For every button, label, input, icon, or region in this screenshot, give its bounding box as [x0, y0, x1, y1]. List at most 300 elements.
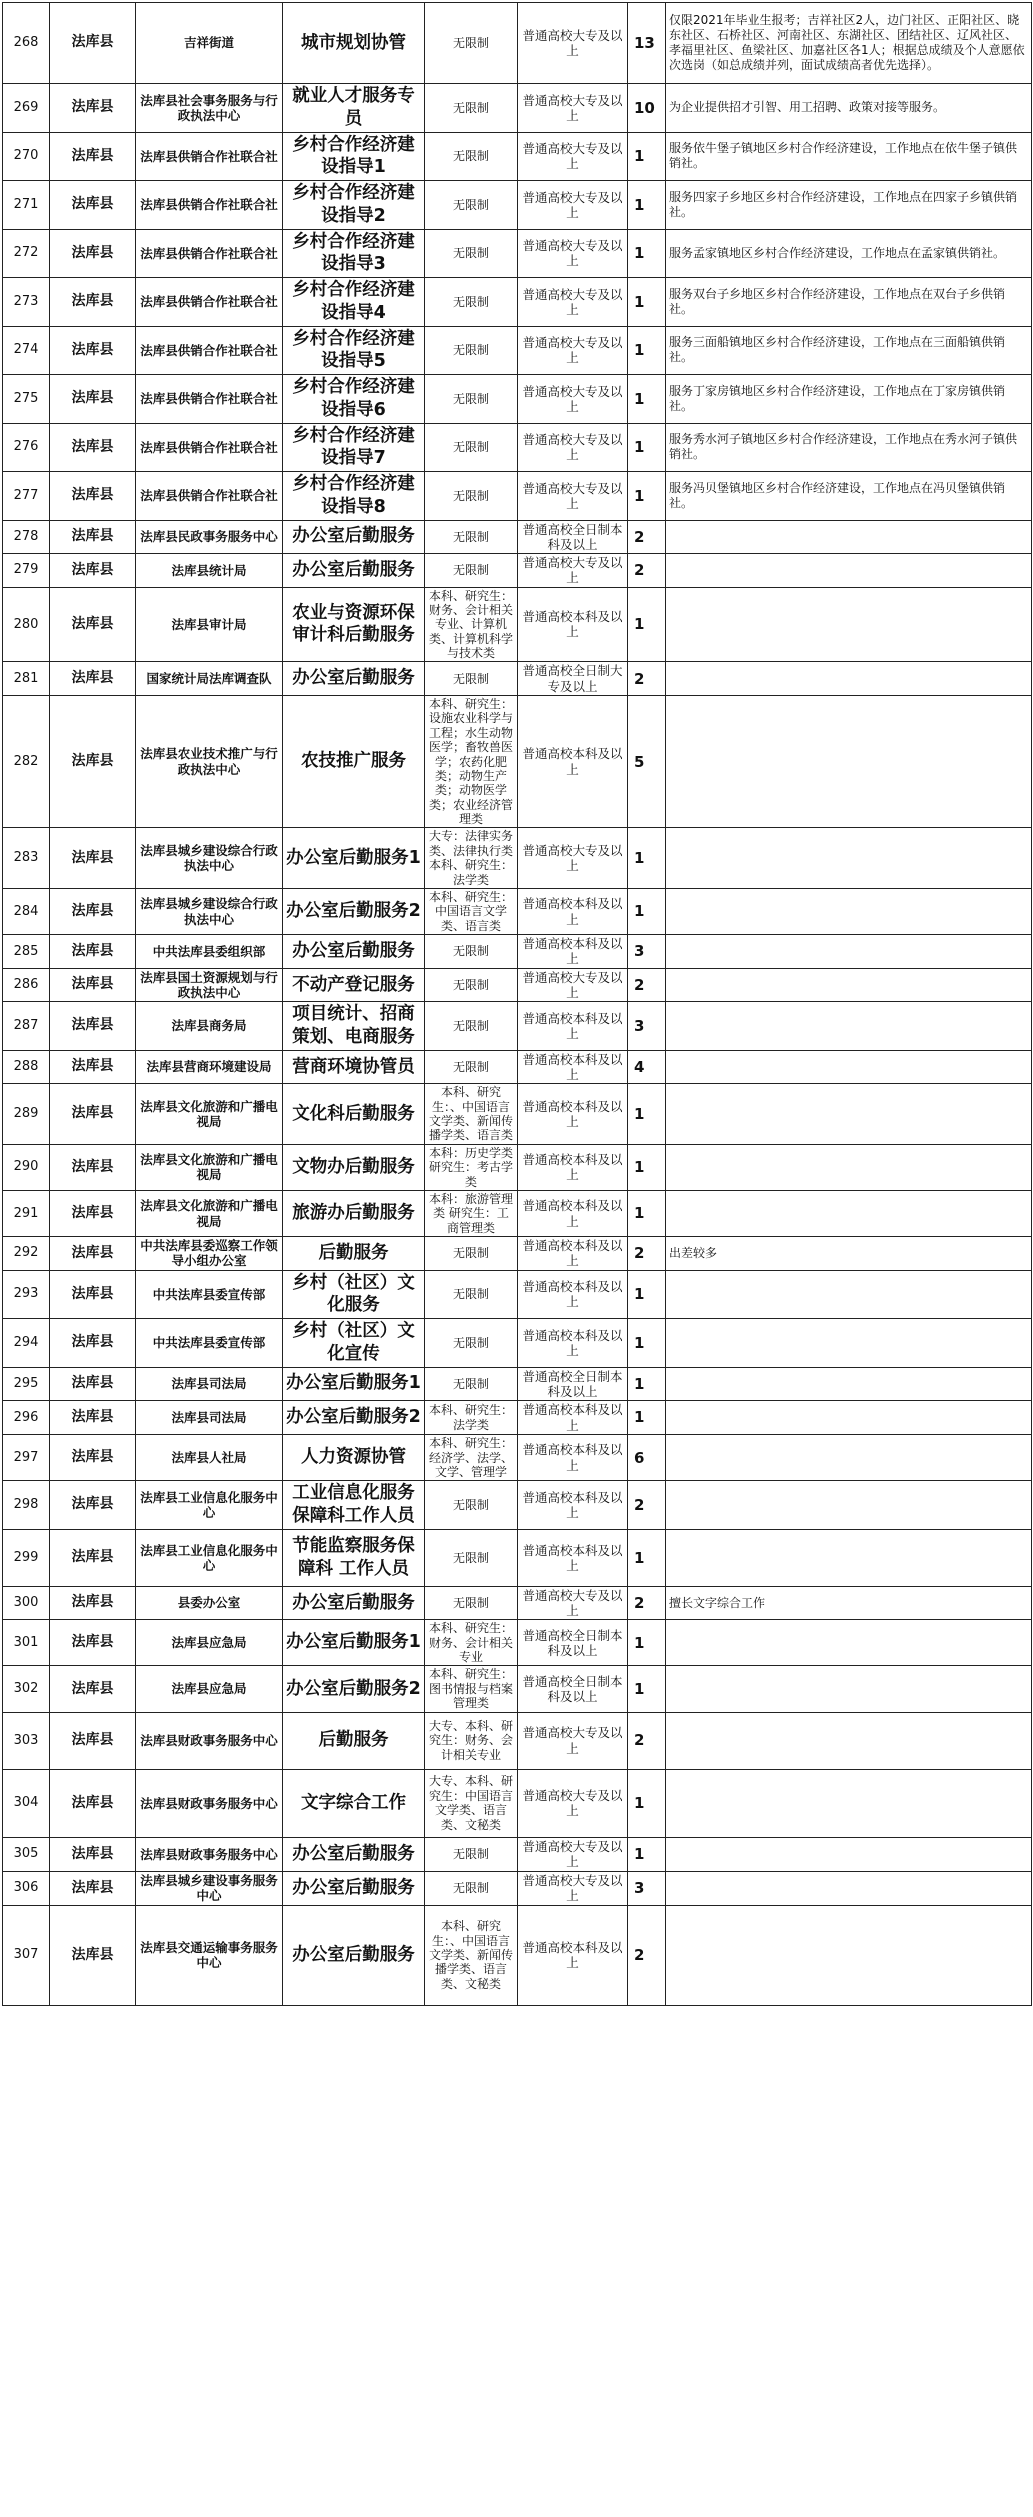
county-cell: 法库县 — [50, 1481, 136, 1530]
remarks-cell — [666, 828, 1032, 889]
county-cell: 法库县 — [50, 1905, 136, 2005]
remarks-cell — [666, 1144, 1032, 1190]
county-cell: 法库县 — [50, 1237, 136, 1271]
table-row — [3, 554, 1032, 588]
table-row — [3, 1435, 1032, 1481]
county-cell: 法库县 — [50, 1871, 136, 1905]
major-requirement-cell: 无限制 — [425, 1002, 518, 1051]
headcount-cell: 1 — [628, 1144, 666, 1190]
headcount-cell: 1 — [628, 1270, 666, 1319]
post-name-cell: 办公室后勤服务 — [283, 1586, 425, 1620]
unit-cell: 法库县供销合作社联合社 — [136, 181, 283, 230]
major-requirement-cell: 无限制 — [425, 375, 518, 424]
county-cell: 法库县 — [50, 132, 136, 181]
county-cell: 法库县 — [50, 326, 136, 375]
table-row — [3, 968, 1032, 1002]
post-name-cell: 后勤服务 — [283, 1237, 425, 1271]
county-cell: 法库县 — [50, 229, 136, 278]
table-body — [3, 3, 1032, 2006]
major-requirement-cell: 无限制 — [425, 1237, 518, 1271]
unit-cell: 法库县财政事务服务中心 — [136, 1837, 283, 1871]
major-requirement-cell: 无限制 — [425, 132, 518, 181]
major-requirement-cell: 无限制 — [425, 1319, 518, 1368]
table-row — [3, 1905, 1032, 2005]
unit-cell: 法库县统计局 — [136, 554, 283, 588]
unit-cell: 县委办公室 — [136, 1586, 283, 1620]
unit-cell: 法库县文化旅游和广播电视局 — [136, 1084, 283, 1145]
major-requirement-cell: 无限制 — [425, 662, 518, 696]
headcount-cell: 1 — [628, 132, 666, 181]
headcount-cell: 10 — [628, 84, 666, 133]
table-row — [3, 1084, 1032, 1145]
education-requirement-cell: 普通高校大专及以上 — [518, 181, 628, 230]
unit-cell: 法库县国土资源规划与行政执法中心 — [136, 968, 283, 1002]
headcount-cell: 4 — [628, 1050, 666, 1084]
unit-cell: 法库县文化旅游和广播电视局 — [136, 1190, 283, 1236]
table-row — [3, 587, 1032, 662]
remarks-cell — [666, 1435, 1032, 1481]
row-number: 296 — [3, 1401, 50, 1435]
remarks-cell — [666, 1871, 1032, 1905]
major-requirement-cell: 无限制 — [425, 84, 518, 133]
table-row — [3, 84, 1032, 133]
education-requirement-cell: 普通高校全日制本科及以上 — [518, 1666, 628, 1712]
unit-cell: 法库县文化旅游和广播电视局 — [136, 1144, 283, 1190]
county-cell: 法库县 — [50, 3, 136, 84]
major-requirement-cell: 无限制 — [425, 229, 518, 278]
headcount-cell: 1 — [628, 472, 666, 521]
education-requirement-cell: 普通高校本科及以上 — [518, 1050, 628, 1084]
headcount-cell: 1 — [628, 828, 666, 889]
headcount-cell: 2 — [628, 1905, 666, 2005]
county-cell: 法库县 — [50, 278, 136, 327]
remarks-cell — [666, 935, 1032, 969]
major-requirement-cell: 无限制 — [425, 1586, 518, 1620]
headcount-cell: 3 — [628, 1871, 666, 1905]
unit-cell: 中共法库县委宣传部 — [136, 1319, 283, 1368]
row-number: 284 — [3, 889, 50, 935]
row-number: 295 — [3, 1367, 50, 1401]
remarks-cell: 服务秀水河子镇地区乡村合作经济建设，工作地点在秀水河子镇供销社。 — [666, 423, 1032, 472]
remarks-cell — [666, 889, 1032, 935]
unit-cell: 法库县城乡建设综合行政执法中心 — [136, 889, 283, 935]
education-requirement-cell: 普通高校本科及以上 — [518, 1319, 628, 1368]
headcount-cell: 13 — [628, 3, 666, 84]
unit-cell: 法库县供销合作社联合社 — [136, 423, 283, 472]
major-requirement-cell: 无限制 — [425, 3, 518, 84]
county-cell: 法库县 — [50, 375, 136, 424]
headcount-cell: 3 — [628, 1002, 666, 1051]
post-name-cell: 营商环境协管员 — [283, 1050, 425, 1084]
major-requirement-cell: 无限制 — [425, 181, 518, 230]
county-cell: 法库县 — [50, 181, 136, 230]
row-number: 300 — [3, 1586, 50, 1620]
unit-cell: 法库县农业技术推广与行政执法中心 — [136, 695, 283, 828]
headcount-cell: 5 — [628, 695, 666, 828]
remarks-cell — [666, 968, 1032, 1002]
remarks-cell: 服务孟家镇地区乡村合作经济建设，工作地点在孟家镇供销社。 — [666, 229, 1032, 278]
remarks-cell — [666, 1270, 1032, 1319]
post-name-cell: 办公室后勤服务 — [283, 1905, 425, 2005]
county-cell: 法库县 — [50, 554, 136, 588]
headcount-cell: 1 — [628, 1837, 666, 1871]
row-number: 276 — [3, 423, 50, 472]
post-name-cell: 城市规划协管 — [283, 3, 425, 84]
post-name-cell: 乡村合作经济建设指导8 — [283, 472, 425, 521]
table-row — [3, 520, 1032, 554]
county-cell: 法库县 — [50, 1084, 136, 1145]
county-cell: 法库县 — [50, 1319, 136, 1368]
major-requirement-cell: 无限制 — [425, 520, 518, 554]
post-name-cell: 文物办后勤服务 — [283, 1144, 425, 1190]
major-requirement-cell: 本科、研究生：财务、会计相关专业 — [425, 1620, 518, 1666]
row-number: 269 — [3, 84, 50, 133]
education-requirement-cell: 普通高校本科及以上 — [518, 935, 628, 969]
row-number: 274 — [3, 326, 50, 375]
major-requirement-cell: 无限制 — [425, 1871, 518, 1905]
major-requirement-cell: 无限制 — [425, 1529, 518, 1586]
row-number: 283 — [3, 828, 50, 889]
headcount-cell: 1 — [628, 1769, 666, 1837]
unit-cell: 法库县供销合作社联合社 — [136, 326, 283, 375]
table-row — [3, 1002, 1032, 1051]
remarks-cell — [666, 1529, 1032, 1586]
unit-cell: 中共法库县委巡察工作领导小组办公室 — [136, 1237, 283, 1271]
row-number: 293 — [3, 1270, 50, 1319]
education-requirement-cell: 普通高校大专及以上 — [518, 1871, 628, 1905]
table-row — [3, 1319, 1032, 1368]
county-cell: 法库县 — [50, 1586, 136, 1620]
unit-cell: 法库县城乡建设事务服务中心 — [136, 1871, 283, 1905]
education-requirement-cell: 普通高校大专及以上 — [518, 229, 628, 278]
headcount-cell: 1 — [628, 278, 666, 327]
county-cell: 法库县 — [50, 1769, 136, 1837]
post-name-cell: 农技推广服务 — [283, 695, 425, 828]
education-requirement-cell: 普通高校全日制本科及以上 — [518, 1620, 628, 1666]
post-name-cell: 办公室后勤服务 — [283, 520, 425, 554]
row-number: 305 — [3, 1837, 50, 1871]
row-number: 275 — [3, 375, 50, 424]
row-number: 294 — [3, 1319, 50, 1368]
row-number: 292 — [3, 1237, 50, 1271]
headcount-cell: 1 — [628, 326, 666, 375]
remarks-cell — [666, 1769, 1032, 1837]
remarks-cell — [666, 1367, 1032, 1401]
unit-cell: 中共法库县委宣传部 — [136, 1270, 283, 1319]
unit-cell: 法库县民政事务服务中心 — [136, 520, 283, 554]
headcount-cell: 1 — [628, 1319, 666, 1368]
headcount-cell: 2 — [628, 968, 666, 1002]
county-cell: 法库县 — [50, 1144, 136, 1190]
major-requirement-cell: 大专：法律实务类、法律执行类 本科、研究生：法学类 — [425, 828, 518, 889]
remarks-cell: 服务四家子乡地区乡村合作经济建设，工作地点在四家子乡镇供销社。 — [666, 181, 1032, 230]
education-requirement-cell: 普通高校本科及以上 — [518, 1190, 628, 1236]
education-requirement-cell: 普通高校大专及以上 — [518, 1769, 628, 1837]
county-cell: 法库县 — [50, 472, 136, 521]
post-name-cell: 后勤服务 — [283, 1712, 425, 1769]
row-number: 301 — [3, 1620, 50, 1666]
headcount-cell: 1 — [628, 423, 666, 472]
major-requirement-cell: 本科、研究生：设施农业科学与工程；水生动物医学；畜牧兽医学；农药化肥类；动物生产类；动物医学类；农业经济管理类 — [425, 695, 518, 828]
county-cell: 法库县 — [50, 935, 136, 969]
post-name-cell: 旅游办后勤服务 — [283, 1190, 425, 1236]
education-requirement-cell: 普通高校大专及以上 — [518, 472, 628, 521]
headcount-cell: 1 — [628, 1190, 666, 1236]
unit-cell: 法库县供销合作社联合社 — [136, 229, 283, 278]
row-number: 291 — [3, 1190, 50, 1236]
row-number: 288 — [3, 1050, 50, 1084]
county-cell: 法库县 — [50, 1367, 136, 1401]
education-requirement-cell: 普通高校本科及以上 — [518, 1237, 628, 1271]
remarks-cell: 服务丁家房镇地区乡村合作经济建设，工作地点在丁家房镇供销社。 — [666, 375, 1032, 424]
post-name-cell: 办公室后勤服务1 — [283, 828, 425, 889]
headcount-cell: 1 — [628, 229, 666, 278]
table-row — [3, 375, 1032, 424]
education-requirement-cell: 普通高校大专及以上 — [518, 132, 628, 181]
post-name-cell: 办公室后勤服务2 — [283, 889, 425, 935]
row-number: 280 — [3, 587, 50, 662]
county-cell: 法库县 — [50, 520, 136, 554]
major-requirement-cell: 无限制 — [425, 472, 518, 521]
table-row — [3, 1367, 1032, 1401]
post-name-cell: 文化科后勤服务 — [283, 1084, 425, 1145]
unit-cell: 法库县财政事务服务中心 — [136, 1712, 283, 1769]
unit-cell: 吉祥街道 — [136, 3, 283, 84]
row-number: 286 — [3, 968, 50, 1002]
major-requirement-cell: 本科、研究生：经济学、法学、文学、管理学 — [425, 1435, 518, 1481]
post-name-cell: 节能监察服务保障科 工作人员 — [283, 1529, 425, 1586]
county-cell: 法库县 — [50, 1002, 136, 1051]
table-row — [3, 1190, 1032, 1236]
remarks-cell — [666, 554, 1032, 588]
headcount-cell: 1 — [628, 181, 666, 230]
post-name-cell: 乡村合作经济建设指导4 — [283, 278, 425, 327]
post-name-cell: 乡村合作经济建设指导6 — [283, 375, 425, 424]
headcount-cell: 1 — [628, 1620, 666, 1666]
row-number: 277 — [3, 472, 50, 521]
table-row — [3, 889, 1032, 935]
education-requirement-cell: 普通高校本科及以上 — [518, 889, 628, 935]
table-row — [3, 695, 1032, 828]
education-requirement-cell: 普通高校大专及以上 — [518, 278, 628, 327]
education-requirement-cell: 普通高校大专及以上 — [518, 326, 628, 375]
post-name-cell: 不动产登记服务 — [283, 968, 425, 1002]
headcount-cell: 2 — [628, 1237, 666, 1271]
education-requirement-cell: 普通高校大专及以上 — [518, 1586, 628, 1620]
major-requirement-cell: 无限制 — [425, 1270, 518, 1319]
headcount-cell: 1 — [628, 889, 666, 935]
row-number: 271 — [3, 181, 50, 230]
education-requirement-cell: 普通高校本科及以上 — [518, 1270, 628, 1319]
county-cell: 法库县 — [50, 1401, 136, 1435]
county-cell: 法库县 — [50, 1270, 136, 1319]
education-requirement-cell: 普通高校本科及以上 — [518, 1401, 628, 1435]
table-row — [3, 1769, 1032, 1837]
county-cell: 法库县 — [50, 695, 136, 828]
post-name-cell: 办公室后勤服务1 — [283, 1367, 425, 1401]
major-requirement-cell: 本科、研究生：财务、会计相关专业、计算机类、计算机科学与技术类 — [425, 587, 518, 662]
education-requirement-cell: 普通高校本科及以上 — [518, 1481, 628, 1530]
headcount-cell: 1 — [628, 1401, 666, 1435]
education-requirement-cell: 普通高校大专及以上 — [518, 423, 628, 472]
major-requirement-cell: 无限制 — [425, 1367, 518, 1401]
unit-cell: 法库县营商环境建设局 — [136, 1050, 283, 1084]
education-requirement-cell: 普通高校大专及以上 — [518, 828, 628, 889]
table-row — [3, 828, 1032, 889]
remarks-cell — [666, 1666, 1032, 1712]
table-row — [3, 326, 1032, 375]
headcount-cell: 1 — [628, 1666, 666, 1712]
table-row — [3, 1871, 1032, 1905]
table-row — [3, 1237, 1032, 1271]
unit-cell: 法库县城乡建设综合行政执法中心 — [136, 828, 283, 889]
row-number: 289 — [3, 1084, 50, 1145]
post-name-cell: 乡村合作经济建设指导7 — [283, 423, 425, 472]
remarks-cell: 擅长文字综合工作 — [666, 1586, 1032, 1620]
table-row — [3, 1144, 1032, 1190]
remarks-cell — [666, 695, 1032, 828]
row-number: 279 — [3, 554, 50, 588]
major-requirement-cell: 无限制 — [425, 935, 518, 969]
education-requirement-cell: 普通高校本科及以上 — [518, 1002, 628, 1051]
post-name-cell: 办公室后勤服务 — [283, 554, 425, 588]
table-row — [3, 1712, 1032, 1769]
education-requirement-cell: 普通高校大专及以上 — [518, 84, 628, 133]
row-number: 270 — [3, 132, 50, 181]
headcount-cell: 2 — [628, 1712, 666, 1769]
row-number: 273 — [3, 278, 50, 327]
remarks-cell: 服务依牛堡子镇地区乡村合作经济建设，工作地点在依牛堡子镇供销社。 — [666, 132, 1032, 181]
major-requirement-cell: 无限制 — [425, 968, 518, 1002]
table-row — [3, 3, 1032, 84]
major-requirement-cell: 本科、研究生：图书情报与档案管理类 — [425, 1666, 518, 1712]
unit-cell: 法库县工业信息化服务中心 — [136, 1481, 283, 1530]
post-name-cell: 办公室后勤服务2 — [283, 1401, 425, 1435]
table-row — [3, 1050, 1032, 1084]
headcount-cell: 2 — [628, 520, 666, 554]
remarks-cell — [666, 1837, 1032, 1871]
county-cell: 法库县 — [50, 1529, 136, 1586]
county-cell: 法库县 — [50, 968, 136, 1002]
remarks-cell: 为企业提供招才引智、用工招聘、政策对接等服务。 — [666, 84, 1032, 133]
row-number: 285 — [3, 935, 50, 969]
headcount-cell: 2 — [628, 1586, 666, 1620]
education-requirement-cell: 普通高校大专及以上 — [518, 554, 628, 588]
county-cell: 法库县 — [50, 828, 136, 889]
remarks-cell — [666, 1050, 1032, 1084]
county-cell: 法库县 — [50, 1050, 136, 1084]
row-number: 268 — [3, 3, 50, 84]
post-name-cell: 工业信息化服务保障科工作人员 — [283, 1481, 425, 1530]
education-requirement-cell: 普通高校本科及以上 — [518, 1144, 628, 1190]
education-requirement-cell: 普通高校本科及以上 — [518, 587, 628, 662]
unit-cell: 法库县供销合作社联合社 — [136, 375, 283, 424]
unit-cell: 法库县人社局 — [136, 1435, 283, 1481]
table-row — [3, 1666, 1032, 1712]
post-name-cell: 办公室后勤服务 — [283, 1871, 425, 1905]
unit-cell: 法库县商务局 — [136, 1002, 283, 1051]
unit-cell: 中共法库县委组织部 — [136, 935, 283, 969]
county-cell: 法库县 — [50, 1837, 136, 1871]
county-cell: 法库县 — [50, 889, 136, 935]
remarks-cell — [666, 1319, 1032, 1368]
unit-cell: 法库县司法局 — [136, 1401, 283, 1435]
post-name-cell: 人力资源协管 — [283, 1435, 425, 1481]
remarks-cell: 服务双台子乡地区乡村合作经济建设，工作地点在双台子乡供销社。 — [666, 278, 1032, 327]
post-name-cell: 办公室后勤服务 — [283, 1837, 425, 1871]
row-number: 281 — [3, 662, 50, 696]
post-name-cell: 乡村合作经济建设指导3 — [283, 229, 425, 278]
remarks-cell — [666, 1401, 1032, 1435]
county-cell: 法库县 — [50, 1435, 136, 1481]
education-requirement-cell: 普通高校本科及以上 — [518, 1084, 628, 1145]
major-requirement-cell: 本科、研究生：法学类 — [425, 1401, 518, 1435]
headcount-cell: 2 — [628, 1481, 666, 1530]
table-row — [3, 181, 1032, 230]
post-name-cell: 乡村合作经济建设指导1 — [283, 132, 425, 181]
remarks-cell — [666, 662, 1032, 696]
education-requirement-cell: 普通高校大专及以上 — [518, 375, 628, 424]
county-cell: 法库县 — [50, 84, 136, 133]
row-number: 306 — [3, 1871, 50, 1905]
post-name-cell: 办公室后勤服务2 — [283, 1666, 425, 1712]
post-name-cell: 办公室后勤服务1 — [283, 1620, 425, 1666]
major-requirement-cell: 无限制 — [425, 326, 518, 375]
row-number: 299 — [3, 1529, 50, 1586]
county-cell: 法库县 — [50, 1620, 136, 1666]
headcount-cell: 1 — [628, 1084, 666, 1145]
remarks-cell — [666, 1190, 1032, 1236]
remarks-cell — [666, 1481, 1032, 1530]
row-number: 297 — [3, 1435, 50, 1481]
remarks-cell — [666, 1905, 1032, 2005]
row-number: 282 — [3, 695, 50, 828]
county-cell: 法库县 — [50, 1666, 136, 1712]
unit-cell: 法库县社会事务服务与行政执法中心 — [136, 84, 283, 133]
county-cell: 法库县 — [50, 423, 136, 472]
post-name-cell: 农业与资源环保审计科后勤服务 — [283, 587, 425, 662]
education-requirement-cell: 普通高校全日制本科及以上 — [518, 520, 628, 554]
remarks-cell: 出差较多 — [666, 1237, 1032, 1271]
row-number: 278 — [3, 520, 50, 554]
table-row — [3, 132, 1032, 181]
table-row — [3, 229, 1032, 278]
major-requirement-cell: 无限制 — [425, 423, 518, 472]
headcount-cell: 1 — [628, 375, 666, 424]
row-number: 307 — [3, 1905, 50, 2005]
row-number: 304 — [3, 1769, 50, 1837]
headcount-cell: 2 — [628, 662, 666, 696]
education-requirement-cell: 普通高校大专及以上 — [518, 3, 628, 84]
major-requirement-cell: 本科：旅游管理类 研究生：工商管理类 — [425, 1190, 518, 1236]
remarks-cell — [666, 1002, 1032, 1051]
unit-cell: 法库县审计局 — [136, 587, 283, 662]
county-cell: 法库县 — [50, 1190, 136, 1236]
headcount-cell: 1 — [628, 1367, 666, 1401]
table-row — [3, 1620, 1032, 1666]
row-number: 302 — [3, 1666, 50, 1712]
table-row — [3, 423, 1032, 472]
post-name-cell: 乡村（社区）文化宣传 — [283, 1319, 425, 1368]
education-requirement-cell: 普通高校本科及以上 — [518, 1529, 628, 1586]
table-row — [3, 935, 1032, 969]
post-name-cell: 就业人才服务专员 — [283, 84, 425, 133]
education-requirement-cell: 普通高校本科及以上 — [518, 695, 628, 828]
remarks-cell: 服务三面船镇地区乡村合作经济建设，工作地点在三面船镇供销社。 — [666, 326, 1032, 375]
unit-cell: 法库县交通运输事务服务中心 — [136, 1905, 283, 2005]
unit-cell: 法库县司法局 — [136, 1367, 283, 1401]
row-number: 290 — [3, 1144, 50, 1190]
